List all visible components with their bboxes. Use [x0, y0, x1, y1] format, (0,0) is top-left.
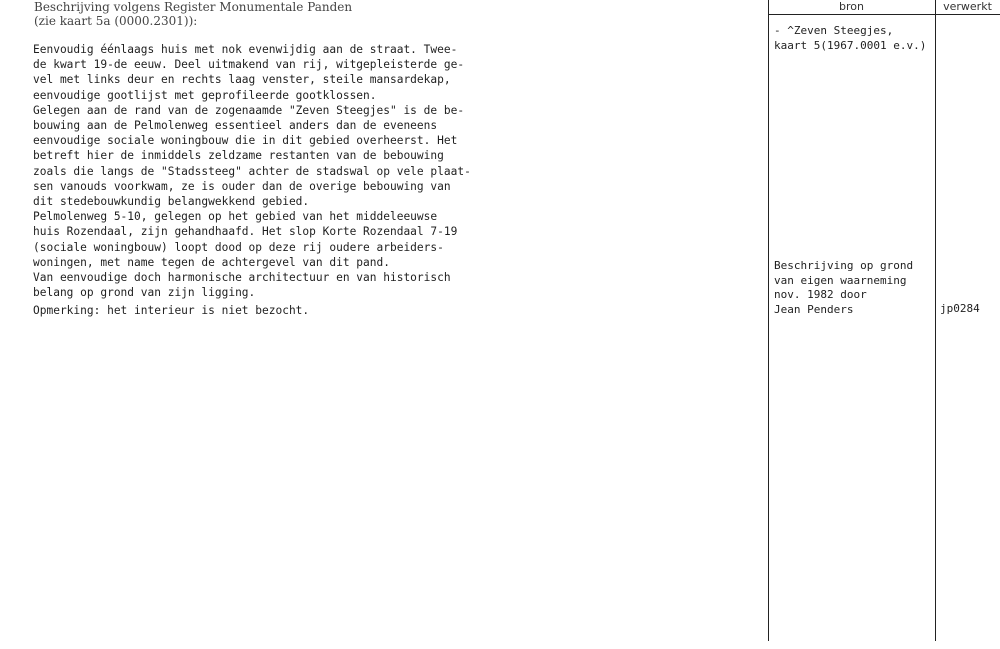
description-line: betreft hier de inmiddels zeldzame restanten van de bebouwing [33, 149, 444, 163]
source-line: van eigen waarneming [774, 273, 907, 287]
source-line: - ^Zeven Steegjes, [774, 24, 894, 37]
description-line: vel met links deur en rechts laag venster, steile mansardekap, [33, 73, 451, 87]
description-line: Pelmolenweg 5-10, gelegen op het gebied van het middeleeuwse [33, 210, 438, 224]
description-line: belang op grond van zijn ligging. [33, 286, 256, 300]
description-line: de kwart 19-de eeuw. Deel uitmakend van rij, witgepleisterde ge- [33, 58, 465, 72]
source-line: nov. 1982 door [774, 288, 867, 301]
column-header-verwerkt: verwerkt [943, 0, 992, 13]
description-line: sen vanouds voorkwam, ze is ouder dan de overige bebouwing van [33, 179, 451, 193]
header-underline [768, 14, 1000, 15]
description-text [33, 42, 471, 300]
register-heading [34, 0, 352, 28]
processed-code: jp0284 [940, 302, 980, 315]
heading-line: Beschrijving volgens Register Monumentale Panden [34, 0, 353, 14]
source-line: Jean Penders [774, 302, 854, 316]
source-line: kaart 5(1967.0001 e.v.) [774, 38, 927, 52]
description-line: huis Rozendaal, zijn gehandhaafd. Het slop Korte Rozendaal 7-19 [33, 225, 458, 239]
remark-text: Opmerking: het interieur is niet bezocht. [33, 304, 310, 317]
description-line: dit stedebouwkundig belangwekkend gebied. [33, 195, 310, 209]
description-line: zoals die langs de "Stadssteeg" achter de stadswal op vele plaat- [33, 164, 471, 178]
description-line: eenvoudige sociale woningbouw die in dit gebied overheerst. Het [33, 134, 458, 148]
description-line: Gelegen aan de rand van de zogenaamde "Zeven Steegjes" is de be- [33, 103, 465, 117]
heading-line: (zie kaart 5a (0000.2301)): [34, 14, 198, 28]
description-line: eenvoudige gootlijst met geprofileerde gootklossen. [33, 88, 377, 102]
description-line: bouwing aan de Pelmolenweg essentieel anders dan de eveneens [33, 119, 438, 133]
description-line: woningen, met name tegen de achtergevel van dit pand. [33, 255, 390, 269]
column-header-bron: bron [839, 0, 864, 13]
source-line: Beschrijving op grond [774, 259, 914, 272]
description-line: Eenvoudig éénlaags huis met nok evenwijdig aan de straat. Twee- [33, 43, 458, 56]
source-reference-map [774, 24, 932, 53]
column-divider-verwerkt [935, 0, 936, 641]
description-line: (sociale woningbouw) loopt dood op deze rij oudere arbeiders- [33, 240, 444, 254]
source-reference-observation [774, 259, 932, 317]
column-divider-bron [768, 0, 769, 641]
description-line: Van eenvoudige doch harmonische architectuur en van historisch [33, 271, 451, 285]
